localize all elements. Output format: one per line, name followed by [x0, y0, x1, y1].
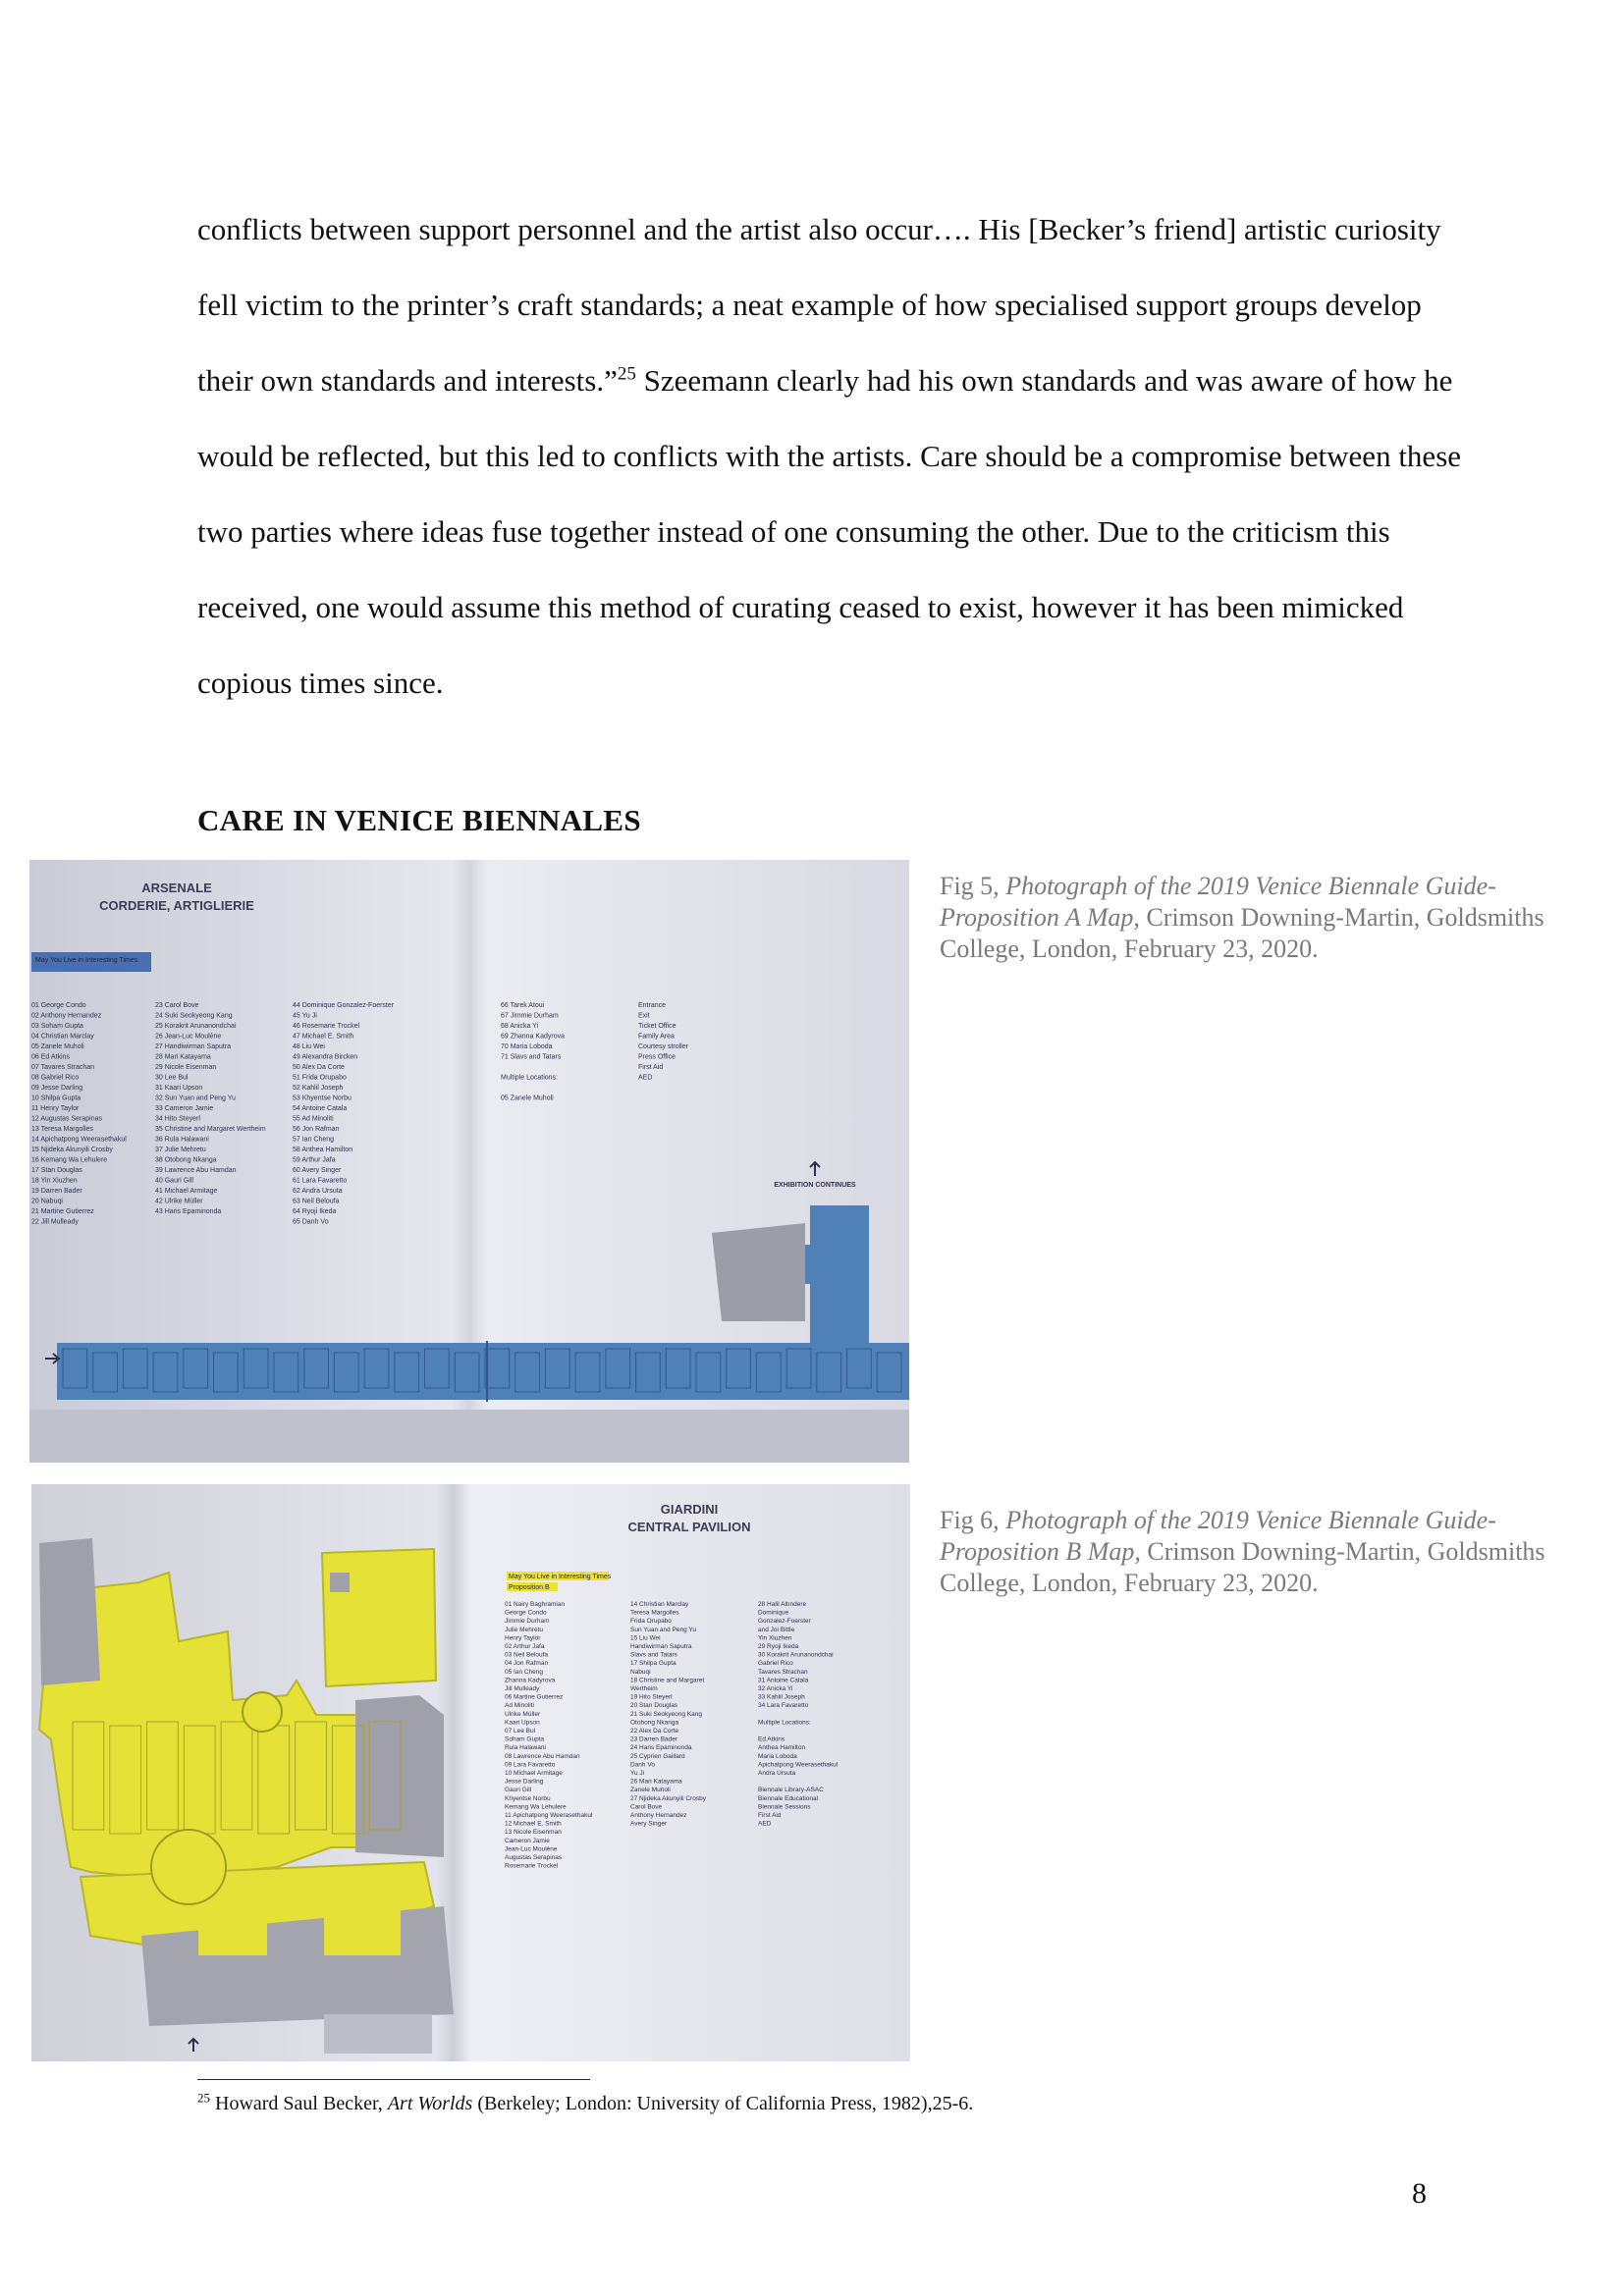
arsenale-list-entry: 54 Antoine Catala — [293, 1105, 348, 1112]
arsenale-list-entry: 68 Anicka Yi — [501, 1023, 539, 1030]
giardini-list-entry: 04 Jon Rafman — [505, 1660, 549, 1668]
arsenale-list-entry: 13 Teresa Margolles — [31, 1126, 93, 1133]
arsenale-title: ARSENALE — [141, 881, 212, 895]
giardini-list-entry: Cameron Jamie — [505, 1837, 550, 1844]
arsenale-list-entry: 66 Tarek Atoui — [501, 1002, 545, 1009]
giardini-list-entry: Rosemarie Trockel — [505, 1862, 559, 1870]
giardini-list-entry: 21 Suki Seokyeong Kang — [630, 1710, 702, 1718]
arsenale-list-entry: 25 Korakrit Arunanondchai — [155, 1023, 237, 1030]
arsenale-list-entry: 36 Rula Halawani — [155, 1136, 209, 1144]
arsenale-list-entry: 27 Handiwirman Saputra — [155, 1043, 232, 1050]
arsenale-list-entry: 71 Slavs and Tatars — [501, 1053, 562, 1061]
giardini-list-entry: First Aid — [758, 1812, 782, 1819]
arsenale-list-entry: Family Area — [638, 1033, 675, 1041]
arsenale-list-entry: 30 Lee Bul — [155, 1074, 189, 1082]
giardini-list-entry: 13 Nicole Eisenman — [505, 1829, 562, 1837]
giardini-list-entry: 24 Haris Epaminonda — [630, 1744, 692, 1752]
giardini-list-entry: 14 Christian Marclay — [630, 1601, 689, 1608]
giardini-list-entry: Soham Gupta — [505, 1735, 545, 1743]
giardini-list-entry: Jimmie Durham — [505, 1618, 550, 1626]
footnote — [197, 2090, 974, 2115]
arsenale-list-entry: 45 Yu Ji — [293, 1012, 317, 1020]
exhibition-continues-label: EXHIBITION CONTINUES — [774, 1182, 856, 1189]
arsenale-list-entry: 63 Neil Beloufa — [293, 1198, 340, 1205]
giardini-list-entry: and Joi Bittle — [758, 1626, 795, 1633]
giardini-list-entry: Teresa Margolles — [630, 1609, 679, 1617]
arsenale-list-entry: 12 Augustas Serapinas — [31, 1115, 102, 1123]
paragraph-part-2: Szeemann clearly had his own standards and was aware of how he would be reflected, but this led to conflicts with the artists. Care should be a compromise between these two parties where ideas fuse together instead of one consuming the other. Due to the criticism this received, one would assume this method of curating ceased to exist, however it has been mimicked copious times since. — [197, 363, 1462, 700]
figure-5-title: Photograph of the 2019 Venice Biennale Guide-Proposition A Map, — [940, 872, 1496, 932]
giardini-list-entry: Avery Singer — [630, 1820, 668, 1828]
arsenale-list-entry: 24 Suki Seokyeong Kang — [155, 1012, 233, 1020]
giardini-list-entry: Ad Minoliti — [505, 1702, 534, 1710]
arsenale-list-entry: 39 Lawrence Abu Hamdan — [155, 1167, 237, 1174]
giardini-list-entry: Otobong Nkanga — [630, 1719, 679, 1727]
arsenale-list-entry: 43 Haris Epaminonda — [155, 1208, 222, 1215]
arsenale-list-entry: 34 Hito Steyerl — [155, 1115, 200, 1123]
arsenale-list-entry: 53 Khyentse Norbu — [293, 1095, 352, 1102]
arsenale-list-entry: 51 Frida Orupabo — [293, 1074, 347, 1082]
giardini-list-entry: Khyentse Norbu — [505, 1794, 551, 1802]
giardini-list-entry: Yin Xiuzhen — [758, 1634, 792, 1642]
giardini-list-entry: Ulrike Müller — [505, 1710, 541, 1718]
arsenale-list-entry: 67 Jimmie Durham — [501, 1012, 559, 1020]
arsenale-list-entry: 21 Martine Gutierrez — [31, 1208, 94, 1215]
figure-6-credit: Crimson Downing-Martin, Goldsmiths College, London, February 23, 2020. — [940, 1537, 1545, 1597]
giardini-list-entry: 06 Martine Gutierrez — [505, 1693, 564, 1701]
giardini-list-entry: Augustas Serapinas — [505, 1854, 563, 1861]
giardini-list-entry: 17 Shilpa Gupta — [630, 1660, 677, 1668]
giardini-list-entry: Multiple Locations: — [758, 1719, 811, 1727]
arsenale-list-entry: 29 Nicole Eisenman — [155, 1064, 217, 1071]
giardini-map-illustration — [31, 1484, 910, 2061]
arsenale-subtitle: CORDERIE, ARTIGLIERIE — [99, 898, 254, 913]
arsenale-list-entry: 35 Christine and Margaret Wertheim — [155, 1126, 266, 1133]
figure-5-photo — [29, 860, 909, 1463]
arsenale-list-entry: 62 Andra Ursuta — [293, 1188, 343, 1195]
arsenale-list-entry: Exit — [638, 1012, 650, 1020]
giardini-list-entry: 27 Njideka Akunyili Crosby — [630, 1794, 706, 1802]
giardini-list-entry: 31 Antoine Catala — [758, 1677, 809, 1684]
giardini-list-entry: 33 Kahlil Joseph — [758, 1693, 805, 1701]
arsenale-list-entry: 44 Dominique Gonzalez-Foerster — [293, 1002, 395, 1009]
body-paragraph — [197, 191, 1474, 721]
arsenale-list-entry: 05 Zanele Muholi — [31, 1043, 84, 1050]
giardini-list-entry: 07 Lee Bul — [505, 1728, 536, 1735]
arsenale-list-entry: 41 Michael Armitage — [155, 1188, 218, 1195]
figure-6-photo — [31, 1484, 910, 2061]
giardini-list-entry: Sun Yuan and Peng Yu — [630, 1626, 696, 1633]
arsenale-list-entry: 05 Zanele Muholi — [501, 1095, 554, 1102]
figure-6-title: Photograph of the 2019 Venice Biennale Guide-Proposition B Map, — [940, 1506, 1496, 1566]
giardini-list-entry: Rula Halawani — [505, 1744, 546, 1752]
footnote-divider — [197, 2079, 590, 2080]
arsenale-list-entry: 22 Jill Mulleady — [31, 1218, 79, 1226]
arsenale-list-entry: 08 Gabriel Rico — [31, 1074, 80, 1082]
arsenale-list-entry: 64 Ryoji Ikeda — [293, 1208, 337, 1215]
giardini-list-entry: Gauri Gill — [505, 1787, 532, 1794]
footnote-citation: (Berkeley; London: University of California Press, 1982),25-6. — [472, 2093, 974, 2114]
giardini-list-entry: Andra Ursuta — [758, 1770, 796, 1777]
giardini-list-entry: Dominique — [758, 1609, 789, 1617]
giardini-list-entry: 32 Anicka Yi — [758, 1685, 793, 1692]
arsenale-list-entry: 23 Carol Bove — [155, 1002, 199, 1009]
giardini-list-entry: Maria Loboda — [758, 1752, 797, 1760]
giardini-list-entry: 26 Mari Katayama — [630, 1778, 682, 1786]
arsenale-list-entry: 70 Maria Loboda — [501, 1043, 553, 1050]
giardini-list-entry: 03 Neil Beloufa — [505, 1651, 549, 1659]
figure-6-caption — [940, 1505, 1568, 1599]
giardini-list-entry: 05 Ian Cheng — [505, 1668, 544, 1676]
arsenale-list-entry: 10 Shilpa Gupta — [31, 1095, 81, 1102]
arsenale-list-entry: 42 Ulrike Müller — [155, 1198, 203, 1205]
giardini-list-entry: George Condo — [505, 1609, 547, 1617]
footnote-book-title: Art Worlds — [387, 2093, 473, 2114]
giardini-list-entry: 08 Lawrence Abu Hamdan — [505, 1752, 580, 1760]
giardini-list-entry: Tavares Strachan — [758, 1668, 808, 1676]
arsenale-list-entry: 07 Tavares Strachan — [31, 1064, 95, 1071]
giardini-list-entry: Zanele Muholi — [630, 1787, 671, 1794]
giardini-list-entry: 22 Alex Da Corte — [630, 1728, 679, 1735]
arsenale-list-entry: 31 Kaari Upson — [155, 1085, 203, 1092]
arsenale-list-entry: 15 Njideka Akunyili Crosby — [31, 1147, 113, 1153]
giardini-list-entry: Nabuqi — [630, 1668, 651, 1676]
arsenale-list-entry: Press Office — [638, 1053, 676, 1061]
arsenale-list-entry: 14 Apichatpong Weerasethakul — [31, 1136, 127, 1144]
arsenale-list-entry: 50 Alex Da Corte — [293, 1064, 345, 1071]
giardini-list-entry: 12 Michael E. Smith — [505, 1820, 562, 1828]
giardini-list-entry: 29 Ryoji Ikeda — [758, 1643, 799, 1650]
arsenale-list-entry: 33 Cameron Jamie — [155, 1105, 214, 1112]
footnote-number: 25 — [197, 2090, 210, 2106]
giardini-list-entry: 11 Apichatpong Weerasethakul — [505, 1812, 593, 1819]
arsenale-map-illustration — [29, 860, 909, 1463]
giardini-list-entry: Danh Vo — [630, 1761, 655, 1769]
giardini-list-entry: 30 Korakrit Arunanondchai — [758, 1651, 834, 1659]
giardini-list-entry: Kemang Wa Lehulere — [505, 1803, 567, 1811]
arsenale-list-entry: Multiple Locations: — [501, 1074, 558, 1082]
giardini-list-entry: Gonzalez-Foerster — [758, 1618, 811, 1626]
section-heading: CARE IN VENICE BIENNALES — [197, 803, 641, 837]
giardini-list-entry: 25 Cyprien Gaillard — [630, 1752, 685, 1760]
figure-5-credit: Crimson Downing-Martin, Goldsmiths College, London, February 23, 2020. — [940, 903, 1544, 963]
giardini-list-entry: Ed Atkins — [758, 1735, 785, 1743]
arsenale-list-entry: 58 Anthea Hamilton — [293, 1147, 353, 1153]
arsenale-list-entry: 59 Arthur Jafa — [293, 1156, 336, 1164]
giardini-list-entry: Anthea Hamilton — [758, 1744, 806, 1752]
arsenale-list-entry: 37 Julie Mehretu — [155, 1147, 206, 1153]
giardini-list-entry: Biennale Library-ASAC — [758, 1787, 824, 1794]
arsenale-list-entry: 56 Jon Rafman — [293, 1126, 340, 1133]
arsenale-list-entry: AED — [638, 1074, 653, 1082]
footnote-reference[interactable]: 25 — [617, 363, 636, 385]
giardini-subtitle: CENTRAL PAVILION — [627, 1520, 751, 1534]
theme-highlight-b-text: May You Live in Interesting Times — [509, 1574, 612, 1580]
arsenale-list-entry: 20 Nabuqi — [31, 1198, 63, 1205]
giardini-list-entry: 23 Darren Bader — [630, 1735, 678, 1743]
arsenale-list-entry: 40 Gauri Gill — [155, 1177, 193, 1185]
arsenale-list-entry: 04 Christian Marclay — [31, 1033, 94, 1041]
giardini-list-entry: Slavs and Tatars — [630, 1651, 677, 1659]
giardini-list-entry: Kaari Upson — [505, 1719, 540, 1727]
figure-6-label: Fig 6, — [940, 1506, 1006, 1534]
arsenale-list-entry: 38 Otobong Nkanga — [155, 1156, 217, 1164]
arsenale-list-entry: Courtesy stroller — [638, 1043, 688, 1050]
giardini-list-entry: Biennale Educational — [758, 1794, 819, 1802]
paragraph-part-1: conflicts between support personnel and the artist also occur…. His [Becker’s friend] artistic curiosity fell victim to the printer’s craft standards; a neat example of how specialised support groups develop their own standards and interests.” — [197, 212, 1441, 398]
arsenale-list-entry: 16 Kemang Wa Lehulere — [31, 1156, 108, 1164]
giardini-list-entry: 10 Michael Armitage — [505, 1770, 563, 1777]
arsenale-list-entry: 18 Yin Xiuzhen — [31, 1177, 78, 1185]
arsenale-list-entry: 32 Sun Yuan and Peng Yu — [155, 1095, 236, 1102]
arsenale-list-entry: 11 Henry Taylor — [31, 1105, 80, 1112]
giardini-list-entry: 09 Lara Favaretto — [505, 1761, 556, 1769]
proposition-b-text: Proposition B — [509, 1584, 550, 1591]
giardini-list-entry: Henry Taylor — [505, 1634, 541, 1642]
footnote-author: Howard Saul Becker, — [210, 2093, 388, 2114]
giardini-list-entry: 20 Stan Douglas — [630, 1702, 678, 1710]
arsenale-list-entry: 26 Jean-Luc Moulène — [155, 1033, 222, 1041]
giardini-list-entry: Jean-Luc Moulène — [505, 1845, 558, 1853]
giardini-list-entry: Jesse Darling — [505, 1778, 544, 1786]
arsenale-list-entry: 55 Ad Minoliti — [293, 1115, 334, 1123]
arsenale-list-entry: 49 Alexandra Bircken — [293, 1053, 358, 1061]
arsenale-list-entry: First Aid — [638, 1064, 664, 1071]
giardini-list-entry: 01 Nairy Baghramian — [505, 1601, 566, 1608]
giardini-list-entry: 02 Arthur Jafa — [505, 1643, 545, 1650]
arsenale-list-entry: 03 Soham Gupta — [31, 1023, 83, 1030]
arsenale-list-entry: 52 Kahlil Joseph — [293, 1085, 344, 1092]
arsenale-list-entry: 28 Mari Katayama — [155, 1053, 211, 1061]
giardini-list-entry: Jill Mulleady — [505, 1685, 540, 1692]
arsenale-list-entry: 60 Avery Singer — [293, 1167, 342, 1174]
giardini-list-entry: AED — [758, 1820, 772, 1828]
giardini-list-entry: Gabriel Rico — [758, 1660, 793, 1668]
arsenale-list-entry: 65 Danh Vo — [293, 1218, 329, 1226]
giardini-list-entry: Yu Ji — [630, 1770, 645, 1777]
giardini-list-entry: Zhanna Kadyrova — [505, 1677, 556, 1684]
arsenale-list-entry: 06 Ed Atkins — [31, 1053, 70, 1061]
figure-5-label: Fig 5, — [940, 872, 1006, 900]
arsenale-list-entry: 61 Lara Favaretto — [293, 1177, 348, 1185]
giardini-list-entry: Apichatpong Weerasethakul — [758, 1761, 839, 1769]
arsenale-list-entry: 17 Stan Douglas — [31, 1167, 82, 1174]
giardini-list-entry: Anthony Hernandez — [630, 1812, 687, 1819]
arsenale-list-entry: 19 Darren Bader — [31, 1188, 82, 1195]
arsenale-list-entry: 02 Anthony Hernandez — [31, 1012, 102, 1020]
arsenale-list-entry: 46 Rosemarie Trockel — [293, 1023, 360, 1030]
arsenale-list-entry: 48 Liu Wei — [293, 1043, 325, 1050]
arsenale-list-entry: Entrance — [638, 1002, 667, 1009]
arsenale-list-entry: 47 Michael E. Smith — [293, 1033, 354, 1041]
giardini-list-entry: 19 Hito Steyerl — [630, 1693, 673, 1701]
giardini-list-entry: Frida Orupabo — [630, 1618, 672, 1626]
arsenale-list-entry: 09 Jesse Darling — [31, 1085, 83, 1092]
arsenale-list-entry: 01 George Condo — [31, 1002, 86, 1009]
giardini-list-entry: Handiwirman Saputra — [630, 1643, 692, 1650]
giardini-list-entry: Wertheim — [630, 1685, 658, 1692]
giardini-list-entry: 34 Lara Favaretto — [758, 1702, 809, 1710]
giardini-list-entry: Biennale Sessions — [758, 1803, 811, 1811]
giardini-list-entry: 28 Halil Altındere — [758, 1601, 807, 1608]
giardini-list-entry: 15 Liu Wei — [630, 1634, 661, 1642]
arsenale-list-entry: 69 Zhanna Kadyrova — [501, 1033, 565, 1041]
arsenale-list-entry: 57 Ian Cheng — [293, 1136, 335, 1144]
giardini-list-entry: 18 Christine and Margaret — [630, 1677, 705, 1684]
figure-5-caption — [940, 871, 1568, 965]
theme-highlight-text: May You Live in Interesting Times — [35, 957, 138, 964]
arsenale-list-entry: Ticket Office — [638, 1023, 677, 1030]
page-number: 8 — [1412, 2177, 1427, 2210]
giardini-title: GIARDINI — [660, 1502, 719, 1517]
giardini-list-entry: Carol Bove — [630, 1803, 663, 1811]
giardini-list-entry: Julie Mehretu — [505, 1626, 544, 1633]
